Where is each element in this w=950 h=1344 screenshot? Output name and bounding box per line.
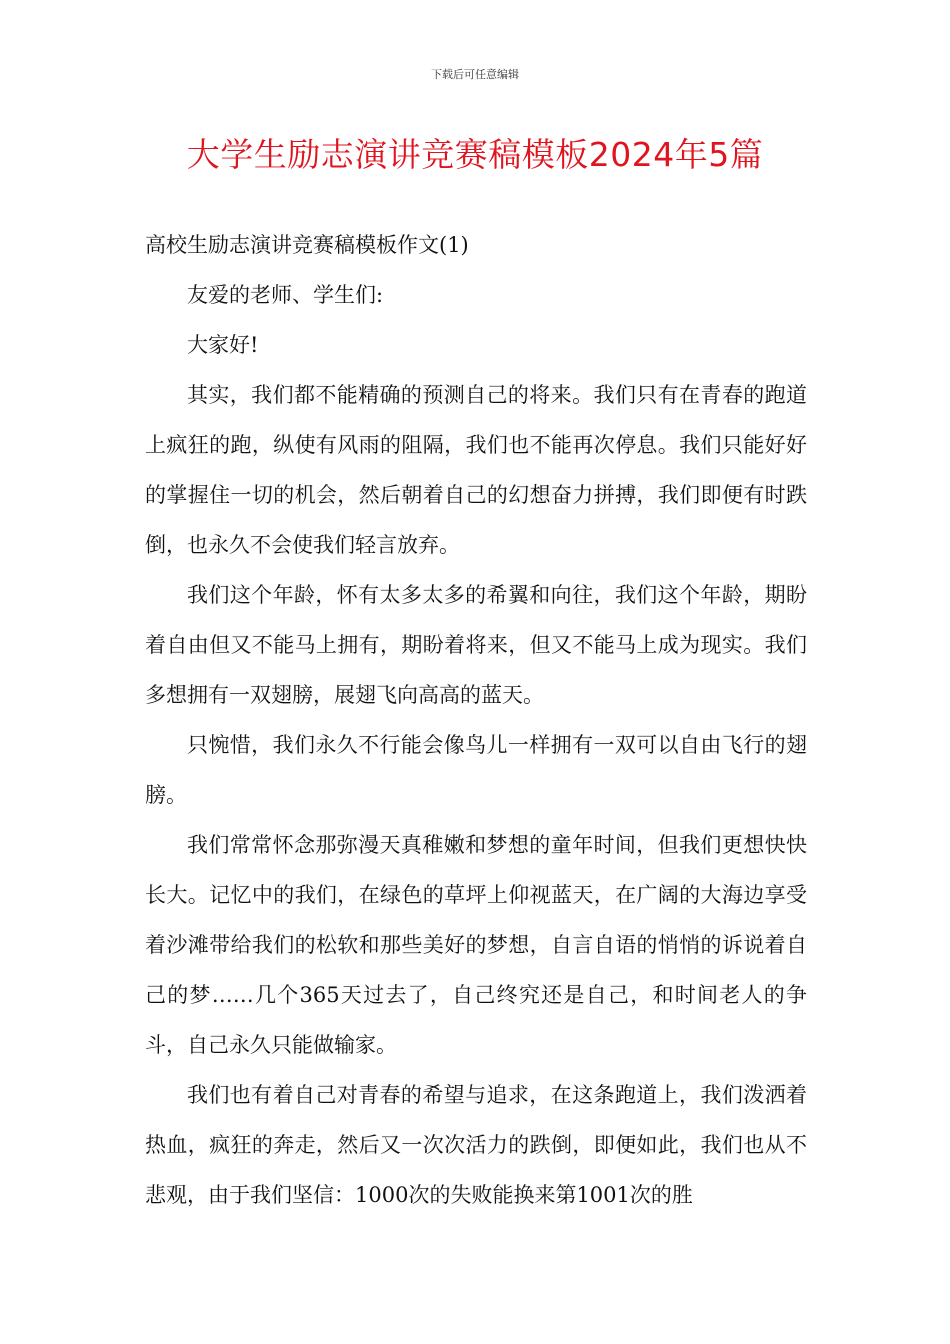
- paragraph-greeting: 大家好!: [187, 333, 259, 357]
- paragraph: 我们这个年龄，怀有太多太多的希翼和向往，我们这个年龄，期盼着自由但又不能马上拥有，期盼着将来，但又不能马上成为现实。我们多想拥有一双翅膀，展翅飞向高高的蓝天。: [145, 583, 807, 707]
- paragraph: 我们也有着自己对青春的希望与追求，在这条跑道上，我们泼洒着热血，疯狂的奔走，然后又一次次活力的跌倒，即便如此，我们也从不悲观，由于我们坚信：1000次的失败能换来第1001次的胜: [145, 1083, 807, 1207]
- paragraph: 其实，我们都不能精确的预测自己的将来。我们只有在青春的跑道上疯狂的跑，纵使有风雨的阻隔，我们也不能再次停息。我们只能好好的掌握住一切的机会，然后朝着自己的幻想奋力拼搏，我们即便有时跌倒，也永久不会使我们轻言放弃。: [145, 383, 807, 557]
- paragraph: 我们常常怀念那弥漫天真稚嫩和梦想的童年时间，但我们更想快快长大。记忆中的我们，在绿色的草坪上仰视蓝天，在广阔的大海边享受着沙滩带给我们的松软和那些美好的梦想，自言自语的悄悄的诉说着自己的梦……几个365天过去了，自己终究还是自己，和时间老人的争斗，自己永久只能做输家。: [145, 833, 807, 1057]
- paragraph-salutation: 友爱的老师、学生们:: [187, 283, 384, 307]
- document-title: 大学生励志演讲竞赛稿模板2024年5篇: [186, 135, 764, 174]
- header-note: 下载后可任意编辑: [431, 68, 519, 81]
- paragraph: 只惋惜，我们永久不行能会像鸟儿一样拥有一双可以自由飞行的翅膀。: [145, 733, 807, 807]
- document-body: [145, 220, 807, 1220]
- section-heading: 高校生励志演讲竞赛稿模板作文(1): [145, 233, 469, 257]
